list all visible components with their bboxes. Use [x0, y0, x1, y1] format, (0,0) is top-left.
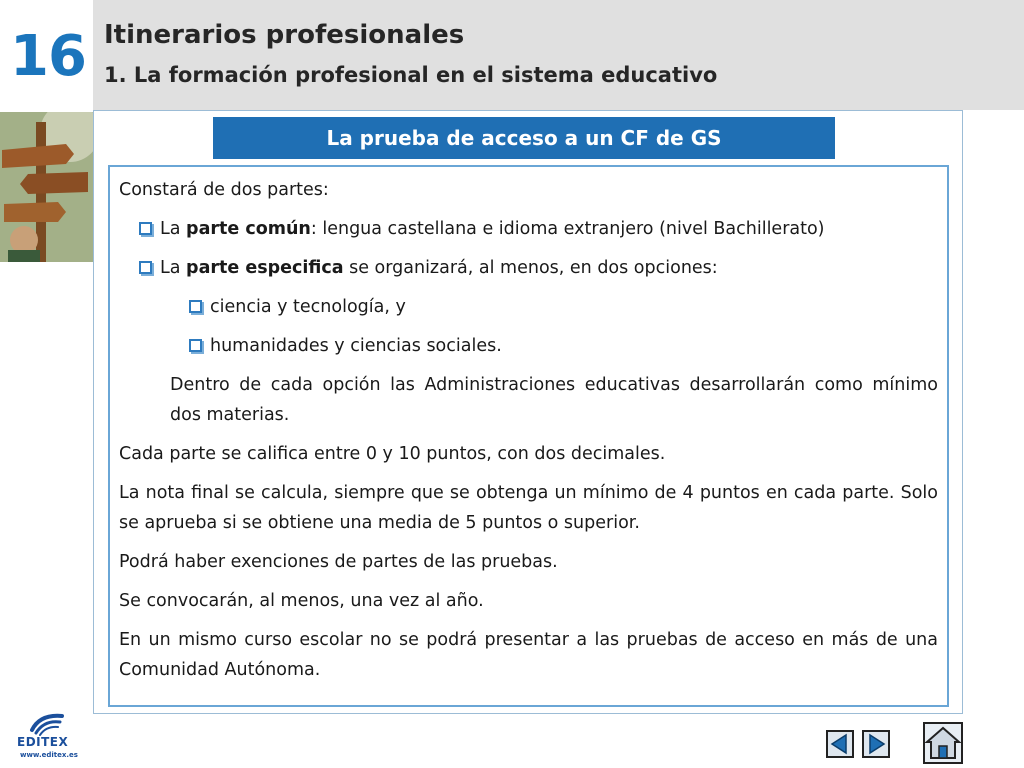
page-title: Itinerarios profesionales: [104, 20, 465, 50]
list-item: [119, 292, 938, 322]
checkbox-bullet-icon: [139, 222, 152, 235]
logo-text: EDITEX: [17, 735, 69, 749]
list-item: [119, 331, 938, 361]
list-item: [119, 253, 938, 283]
checkbox-bullet-icon: [139, 261, 152, 274]
paragraph: En un mismo curso escolar no se podrá presentar a las pruebas de acceso en más de una Comunidad Autónoma.: [119, 630, 938, 680]
arrow-left-icon: [829, 733, 851, 755]
home-button[interactable]: [923, 722, 963, 764]
bullet-text: La parte especifica se organizará, al menos, en dos opciones:: [160, 258, 718, 278]
checkbox-bullet-icon: [189, 300, 202, 313]
bullet-text: La parte común: lengua castellana e idioma extranjero (nivel Bachillerato): [160, 219, 825, 239]
bullet-text: ciencia y tecnología, y: [210, 297, 406, 317]
header-band: [93, 0, 1024, 110]
page-subtitle: 1. La formación profesional en el sistema educativo: [104, 63, 718, 87]
checkbox-bullet-icon: [189, 339, 202, 352]
next-button[interactable]: [862, 730, 890, 758]
signpost-illustration: [0, 112, 93, 262]
intro-text: Constará de dos partes:: [119, 180, 329, 200]
paragraph: Cada parte se califica entre 0 y 10 puntos, con dos decimales.: [119, 444, 666, 464]
logo-url: www.editex.es: [20, 751, 78, 759]
bullet-text: humanidades y ciencias sociales.: [210, 336, 502, 356]
paragraph: Se convocarán, al menos, una vez al año.: [119, 591, 484, 611]
list-item: [119, 214, 938, 244]
paragraph: Podrá haber exenciones de partes de las pruebas.: [119, 552, 558, 572]
previous-button[interactable]: [826, 730, 854, 758]
unit-number: 16: [10, 24, 86, 89]
arrow-right-icon: [865, 733, 887, 755]
sub-note: Dentro de cada opción las Administraciones educativas desarrollarán como mínimo dos materias.: [170, 375, 938, 425]
paragraph: La nota final se calcula, siempre que se obtenga un mínimo de 4 puntos en cada parte. Solo se aprueba si se obtiene una media de 5 puntos o superior.: [119, 483, 938, 533]
home-icon: [923, 722, 963, 764]
content-body: [119, 175, 938, 694]
section-banner: La prueba de acceso a un CF de GS: [213, 117, 835, 159]
